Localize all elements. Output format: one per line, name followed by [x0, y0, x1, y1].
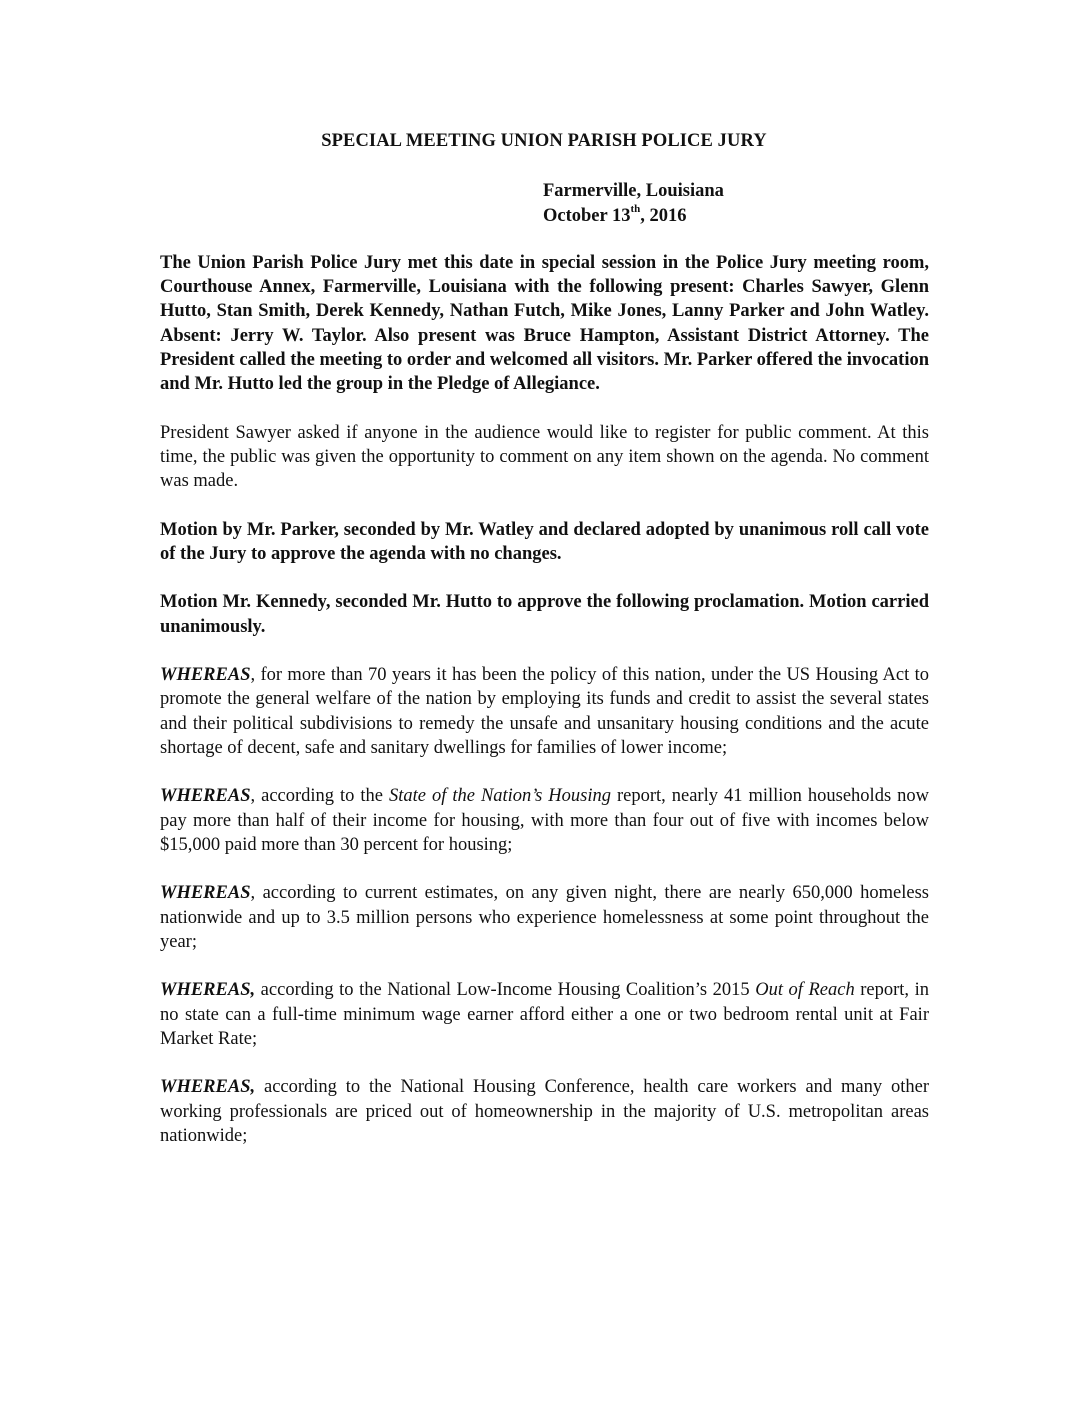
date-year: , 2016	[640, 206, 687, 226]
whereas-keyword: WHEREAS	[160, 665, 251, 686]
whereas-text: , according to current estimates, on any given night, there are nearly 650,000 homeless nationwide and up to 3.5 million persons who experience homelessness at some point throughout the year;	[160, 883, 929, 952]
whereas-text: , for more than 70 years it has been the policy of this nation, under the US Housing Act to promote the general welfare of the nation by employing its funds and credit to assist the several states and their political subdivisions to remedy the unsafe and unsanitary housing conditions and the acute shortage of decent, safe and sanitary dwellings for families of lower income;	[160, 665, 929, 758]
document-title: SPECIAL MEETING UNION PARISH POLICE JURY	[321, 131, 767, 151]
whereas-keyword: WHEREAS,	[160, 980, 256, 1001]
report-title: State of the Nation’s Housing	[389, 786, 611, 807]
meeting-location: Farmerville, Louisiana	[543, 181, 724, 201]
whereas-clause-3	[160, 881, 929, 954]
date-day: October 13	[543, 206, 631, 226]
attendance-paragraph: The Union Parish Police Jury met this date in special session in the Police Jury meeting room, Courthouse Annex, Farmerville, Louisiana with the following present: Charles Sawyer, Glenn Hutto, Stan Smith, Derek Kennedy, Nathan Futch, Mike Jones, Lanny Parker and John Watley. Absent: Jerry W. Taylor. Also present was Bruce Hampton, Assistant District Attorney. The President called the meeting to order and welcomed all visitors. Mr. Parker offered the invocation and Mr. Hutto led the group in the Pledge of Allegiance.	[160, 253, 929, 395]
location-date-block	[543, 179, 724, 229]
whereas-text: , according to the	[250, 786, 389, 807]
whereas-text-cont: report, nearly 41 million households now pay more than half of their income for housing, with more than four out of five with incomes below $15,000 paid more than 30 percent for housing;	[160, 786, 929, 855]
document-body	[160, 251, 929, 1172]
meeting-date	[543, 204, 724, 229]
date-suffix: th	[630, 203, 641, 215]
whereas-text: according to the National Low-Income Housing Coalition’s 2015	[255, 980, 756, 1001]
whereas-keyword: WHEREAS	[160, 786, 251, 807]
whereas-clause-5	[160, 1075, 929, 1148]
whereas-keyword: WHEREAS	[160, 883, 251, 904]
report-title: Out of Reach	[755, 980, 855, 1001]
public-comment-paragraph: President Sawyer asked if anyone in the audience would like to register for public comment. At this time, the public was given the opportunity to comment on any item shown on the agenda. No comment was made.	[160, 422, 929, 492]
whereas-text-cont: report, in no state can a full-time minimum wage earner afford either a one or two bedroom rental unit at Fair Market Rate;	[160, 980, 930, 1049]
whereas-text: according to the National Housing Conference, health care workers and many other working professionals are priced out of homeownership in the majority of U.S. metropolitan areas nationwide;	[160, 1077, 929, 1146]
whereas-clause-4	[160, 978, 929, 1051]
whereas-keyword: WHEREAS,	[160, 1077, 256, 1098]
whereas-clause-2	[160, 784, 929, 857]
whereas-clause-1	[160, 663, 929, 760]
proclamation-motion-paragraph: Motion Mr. Kennedy, seconded Mr. Hutto to approve the following proclamation. Motion carried unanimously.	[160, 592, 929, 637]
agenda-motion-paragraph: Motion by Mr. Parker, seconded by Mr. Watley and declared adopted by unanimous roll call vote of the Jury to approve the agenda with no changes.	[160, 519, 929, 564]
